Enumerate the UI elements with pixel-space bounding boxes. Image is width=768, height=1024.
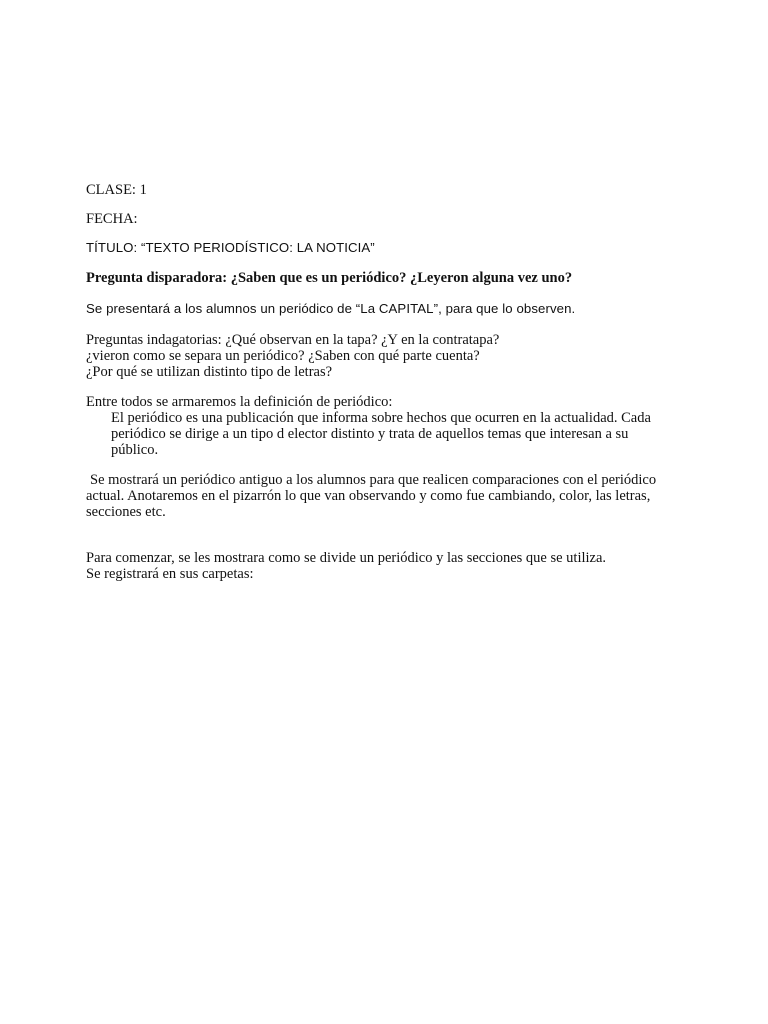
presentation-text (86, 301, 686, 317)
start-line: Se registrará en sus carpetas: (86, 566, 254, 582)
definition-line: El periódico es una publicación que informa sobre hechos que ocurren en la actualidad. Cada (111, 410, 651, 426)
activity-line: actual. Anotaremos en el pizarrón lo que van observando y como fue cambiando, color, las letras, (86, 488, 651, 504)
trigger-question: Pregunta disparadora: ¿Saben que es un periódico? ¿Leyeron alguna vez uno? (86, 270, 573, 286)
definition-line: periódico se dirige a un tipo d elector distinto y trata de aquellos temas que interesan a su (111, 426, 629, 442)
definition-line: público. (111, 442, 159, 458)
start-activity (86, 550, 686, 582)
activity-line: Se mostrará un periódico antiguo a los alumnos para que realicen comparaciones con el periódico (90, 472, 657, 488)
activity-line: secciones etc. (86, 504, 166, 520)
definition-text (86, 410, 686, 458)
inquiry-question-line: ¿vieron como se separa un periódico? ¿Saben con qué parte cuenta? (86, 348, 480, 364)
document-title: TÍTULO: “TEXTO PERIODÍSTICO: LA NOTICIA” (86, 240, 375, 255)
presentation-line: Se presentará a los alumnos un periódico de “La CAPITAL”, para que lo observen. (86, 301, 576, 316)
class-number: CLASE: 1 (86, 182, 147, 198)
definition-intro: Entre todos se armaremos la definición de periódico: (86, 394, 393, 410)
inquiry-questions (86, 332, 686, 380)
inquiry-question-line: ¿Por qué se utilizan distinto tipo de letras? (86, 364, 333, 380)
start-line: Para comenzar, se les mostrara como se divide un periódico y las secciones que se utiliza. (86, 550, 607, 566)
date-field: FECHA: (86, 211, 138, 227)
old-newspaper-activity (86, 472, 686, 520)
inquiry-question-line: Preguntas indagatorias: ¿Qué observan en la tapa? ¿Y en la contratapa? (86, 332, 500, 348)
definition-section (86, 394, 686, 458)
document-body (86, 182, 686, 582)
